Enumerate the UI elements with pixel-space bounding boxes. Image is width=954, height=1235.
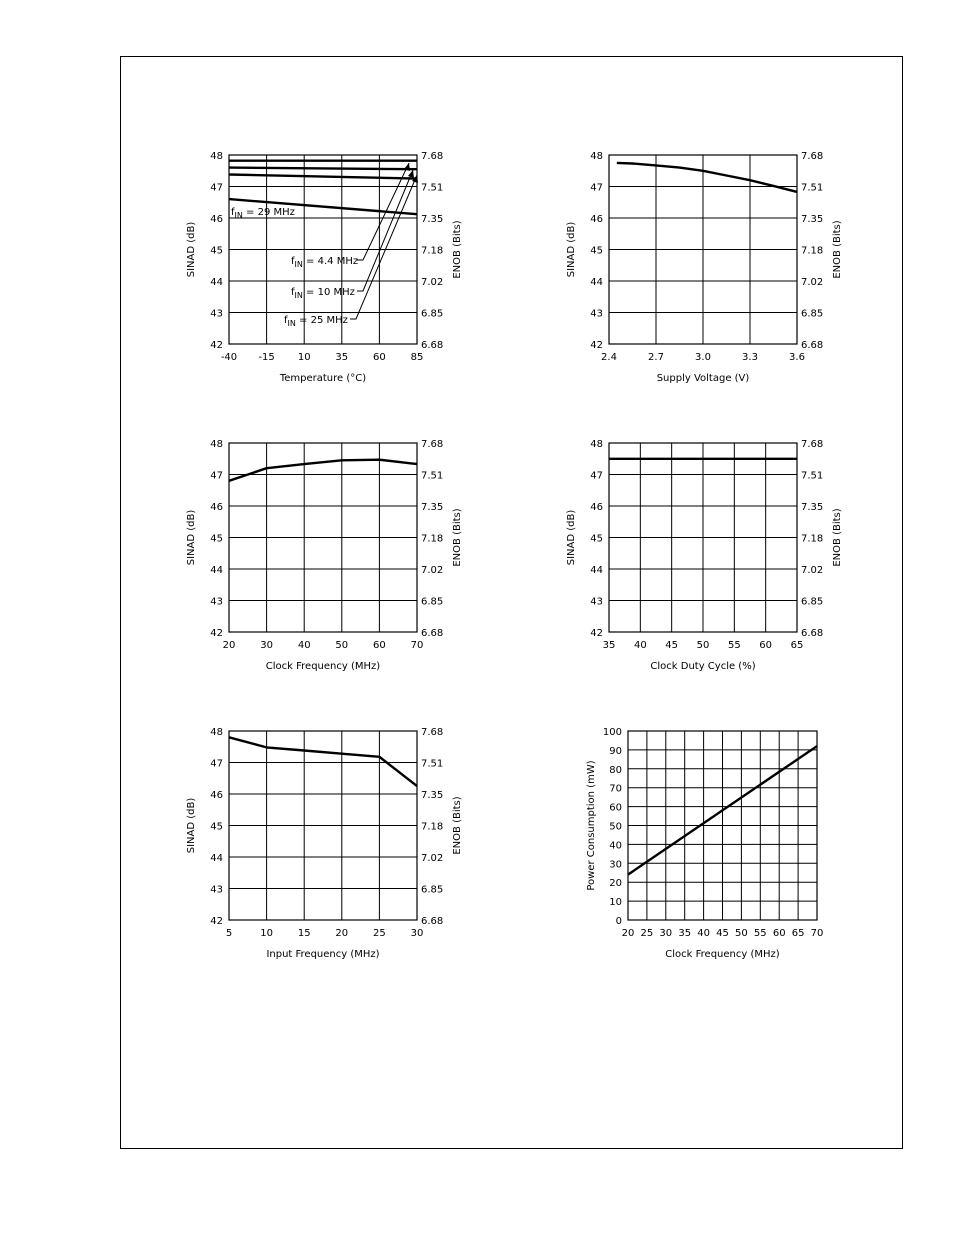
x-tick-label: -15	[258, 352, 275, 363]
y-tick-label: 90	[609, 745, 622, 757]
y2-tick-label: 6.85	[421, 884, 444, 896]
y2-tick-label: 7.18	[801, 245, 824, 257]
x-tick-label: 20	[222, 640, 236, 651]
x-tick-label: 60	[772, 928, 786, 939]
y-tick-label: 43	[590, 308, 603, 320]
x-tick-label: 40	[633, 640, 647, 651]
x-tick-label: 45	[716, 928, 729, 939]
x-tick-label: 3.6	[789, 352, 805, 363]
y2-tick-label: 7.68	[801, 439, 824, 450]
x-tick-label: 35	[335, 352, 349, 363]
y-tick-label: 46	[210, 502, 223, 513]
y2-tick-label: 7.02	[801, 277, 824, 288]
y2-tick-label: 6.68	[801, 628, 824, 639]
y2-tick-label: 6.68	[421, 628, 444, 639]
x-tick-label: 25	[640, 928, 654, 939]
y2-tick-label: 7.02	[801, 565, 824, 576]
x-tick-label: 25	[373, 928, 386, 939]
y-tick-label: 44	[210, 853, 223, 864]
x-tick-label: 5	[225, 928, 233, 939]
y-tick-label: 47	[210, 758, 223, 770]
y-tick-label: 70	[609, 783, 622, 795]
y2-tick-label: 6.68	[421, 916, 444, 927]
y-tick-label: 48	[590, 151, 603, 162]
y-tick-label: 44	[210, 565, 223, 576]
y-tick-label: 47	[210, 182, 223, 194]
y2-tick-label: 6.85	[801, 308, 824, 320]
x-tick-label: 60	[759, 640, 773, 651]
y-axis-title: SINAD (dB)	[186, 797, 197, 854]
y2-tick-label: 7.18	[421, 821, 444, 833]
series-annotation: $f_{IN} = 25$ MHz	[284, 315, 348, 328]
y-tick-label: 10	[609, 897, 622, 909]
y2-tick-label: 7.35	[421, 502, 444, 513]
y-tick-label: 48	[210, 439, 223, 450]
y2-axis-title: ENOB (Bits)	[832, 220, 843, 279]
y-tick-label: 46	[590, 214, 603, 225]
x-tick-label: 15	[297, 928, 311, 939]
y-tick-label: 20	[609, 878, 622, 890]
y-tick-label: 43	[210, 596, 223, 608]
x-tick-label: 50	[735, 928, 748, 939]
y-tick-label: 50	[609, 821, 622, 833]
y-tick-label: 47	[210, 470, 223, 482]
x-tick-label: 10	[297, 352, 311, 363]
x-tick-label: 45	[665, 640, 679, 651]
y-tick-label: 47	[590, 182, 603, 194]
y2-tick-label: 6.85	[421, 308, 444, 320]
y-tick-label: 44	[590, 565, 603, 576]
y2-tick-label: 7.51	[801, 470, 824, 482]
y-tick-label: 42	[590, 340, 603, 351]
x-tick-label: 35	[678, 928, 692, 939]
y-tick-label: 42	[590, 628, 603, 639]
y-tick-label: 80	[609, 764, 622, 776]
x-tick-label: 10	[260, 928, 273, 939]
y2-tick-label: 7.51	[421, 182, 444, 194]
x-tick-label: 40	[297, 640, 311, 651]
x-tick-label: 50	[696, 640, 710, 651]
y-tick-label: 60	[609, 802, 622, 814]
y-tick-label: 43	[210, 884, 223, 896]
x-tick-label: 55	[727, 640, 741, 651]
y-axis-title: Power Consumption (mW)	[586, 760, 597, 891]
y-tick-label: 42	[210, 340, 223, 351]
y-tick-label: 48	[210, 151, 223, 162]
y2-tick-label: 7.68	[801, 151, 824, 162]
x-axis-title: Supply Voltage (V)	[656, 373, 750, 384]
x-axis-title: Clock Frequency (MHz)	[665, 949, 780, 960]
y2-tick-label: 7.18	[801, 533, 824, 545]
y-axis-title: SINAD (dB)	[566, 221, 577, 278]
x-tick-label: 60	[373, 640, 386, 651]
x-axis-title: Clock Frequency (MHz)	[265, 661, 381, 672]
y-tick-label: 42	[210, 628, 223, 639]
x-tick-label: 35	[602, 640, 616, 651]
x-axis-title: Clock Duty Cycle (%)	[650, 661, 756, 672]
y2-tick-label: 7.68	[421, 439, 444, 450]
y-tick-label: 100	[602, 727, 622, 738]
y-tick-label: 47	[590, 470, 603, 482]
y2-tick-label: 7.18	[421, 533, 444, 545]
x-tick-label: 3.3	[742, 352, 758, 363]
y-tick-label: 45	[210, 821, 223, 833]
x-tick-label: 3.0	[695, 352, 711, 363]
x-tick-label: 30	[410, 928, 424, 939]
y-tick-label: 48	[210, 727, 223, 738]
y2-tick-label: 7.35	[421, 790, 444, 801]
y-axis-title: SINAD (dB)	[186, 509, 197, 566]
x-tick-label: 70	[410, 640, 424, 651]
y2-tick-label: 7.02	[421, 853, 444, 864]
x-tick-label: 30	[260, 640, 273, 651]
x-tick-label: 85	[410, 352, 424, 363]
y2-tick-label: 6.85	[421, 596, 444, 608]
y-tick-label: 44	[210, 277, 223, 288]
y-axis-title: SINAD (dB)	[186, 221, 197, 278]
y2-tick-label: 7.35	[421, 214, 444, 225]
y2-tick-label: 7.02	[421, 565, 444, 576]
series-annotation: $f_{IN} = 10$ MHz	[291, 287, 355, 300]
series-line	[229, 168, 417, 170]
y-tick-label: 45	[210, 245, 223, 257]
y-tick-label: 45	[590, 245, 603, 257]
y2-axis-title: ENOB (Bits)	[832, 508, 843, 567]
y-tick-label: 43	[590, 596, 603, 608]
series-annotation: $f_{IN} = 4.4$ MHz	[291, 256, 359, 269]
y-tick-label: 46	[210, 214, 223, 225]
y-tick-label: 42	[210, 916, 223, 927]
y2-tick-label: 7.35	[801, 502, 824, 513]
y2-tick-label: 7.02	[421, 277, 444, 288]
y2-axis-title: ENOB (Bits)	[452, 220, 463, 279]
y-tick-label: 40	[609, 840, 622, 852]
x-axis-title: Input Frequency (MHz)	[266, 949, 380, 960]
x-tick-label: 20	[335, 928, 349, 939]
y2-tick-label: 7.35	[801, 214, 824, 225]
y-tick-label: 45	[210, 533, 223, 545]
y2-tick-label: 6.85	[801, 596, 824, 608]
annotation-arrowhead	[408, 170, 414, 178]
x-tick-label: 55	[753, 928, 767, 939]
x-tick-label: 40	[697, 928, 710, 939]
y-tick-label: 45	[590, 533, 603, 545]
x-tick-label: 30	[659, 928, 673, 939]
y-tick-label: 0	[615, 916, 622, 927]
y2-tick-label: 7.51	[421, 758, 444, 770]
y-tick-label: 43	[210, 308, 223, 320]
y-tick-label: 30	[609, 859, 622, 871]
annotation-leader	[350, 175, 417, 319]
y2-tick-label: 7.68	[421, 727, 444, 738]
y2-tick-label: 7.18	[421, 245, 444, 257]
y2-tick-label: 7.51	[801, 182, 824, 194]
x-tick-label: 50	[335, 640, 349, 651]
y-tick-label: 44	[590, 277, 603, 288]
y-tick-label: 46	[590, 502, 603, 513]
x-tick-label: 20	[621, 928, 635, 939]
y2-tick-label: 6.68	[421, 340, 444, 351]
y-tick-label: 48	[590, 439, 603, 450]
x-axis-title: Temperature (°C)	[279, 373, 367, 384]
y2-tick-label: 7.68	[421, 151, 444, 162]
annotation-leader	[357, 170, 413, 291]
y2-tick-label: 7.51	[421, 470, 444, 482]
series-annotation: $f_{IN} = 29$ MHz	[231, 207, 295, 220]
x-tick-label: 2.7	[648, 352, 664, 363]
x-tick-label: -40	[220, 352, 238, 363]
x-tick-label: 65	[790, 640, 804, 651]
series-line	[229, 175, 417, 179]
y2-axis-title: ENOB (Bits)	[452, 796, 463, 855]
x-tick-label: 60	[373, 352, 386, 363]
x-tick-label: 65	[791, 928, 805, 939]
x-tick-label: 2.4	[601, 352, 617, 363]
y2-tick-label: 6.68	[801, 340, 824, 351]
y-axis-title: SINAD (dB)	[566, 509, 577, 566]
x-tick-label: 70	[810, 928, 824, 939]
y-tick-label: 46	[210, 790, 223, 801]
y2-axis-title: ENOB (Bits)	[452, 508, 463, 567]
